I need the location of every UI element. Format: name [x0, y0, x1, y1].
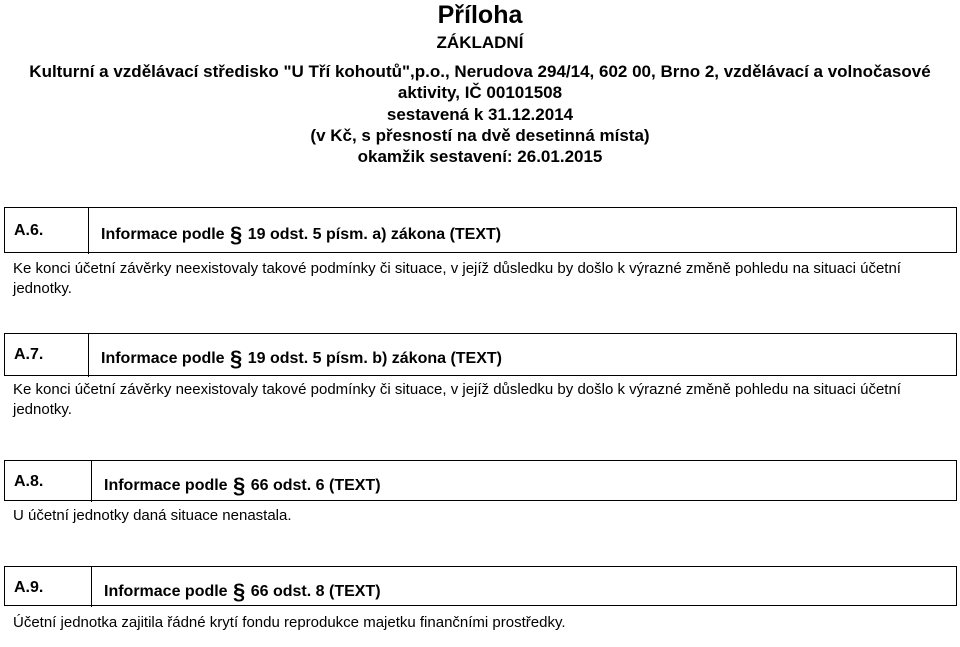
paragraph-sign: § — [230, 222, 243, 247]
section-a7-body: Ke konci účetní závěrky neexistovaly takové podmínky či situace, v jejíž důsledku by došlo k výrazné změně pohledu na situaci účetní jednotky. — [13, 381, 901, 418]
currency-note-line: (v Kč, s přesností na dvě desetinná místa) — [310, 125, 650, 145]
section-code: A.7. — [14, 346, 44, 363]
section-code: A.9. — [14, 579, 44, 596]
section-code: A.6. — [14, 222, 44, 239]
section-title-suffix: 66 odst. 6 (TEXT) — [250, 477, 381, 494]
section-a7-header — [4, 333, 957, 376]
section-a8-body: U účetní jednotky daná situace nenastala. — [13, 507, 292, 524]
paragraph-sign: § — [230, 346, 243, 371]
section-title-prefix: Informace podle — [101, 226, 225, 243]
paragraph-sign: § — [233, 473, 246, 498]
section-title — [101, 222, 501, 248]
section-divider — [91, 461, 92, 502]
page-subtitle: ZÁKLADNÍ — [436, 33, 524, 52]
compiled-date-line: sestavená k 31.12.2014 — [386, 104, 574, 124]
section-title-prefix: Informace podle — [104, 583, 228, 600]
section-divider — [88, 334, 89, 377]
organization-info — [0, 61, 960, 167]
section-a9-header — [4, 566, 957, 606]
paragraph-sign: § — [233, 579, 246, 604]
section-title-prefix: Informace podle — [101, 350, 225, 367]
section-title — [104, 579, 381, 605]
section-title-prefix: Informace podle — [104, 477, 228, 494]
section-title-suffix: 66 odst. 8 (TEXT) — [250, 583, 381, 600]
section-title-suffix: 19 odst. 5 písm. b) zákona (TEXT) — [247, 350, 502, 367]
org-id-line: aktivity, IČ 00101508 — [397, 83, 563, 103]
compilation-moment-line: okamžik sestavení: 26.01.2015 — [357, 147, 603, 167]
section-title — [101, 346, 502, 372]
section-a6-header — [4, 207, 957, 253]
section-a8-header — [4, 460, 957, 501]
org-name-line: Kulturní a vzdělávací středisko "U Tří kohoutů",p.o., Nerudova 294/14, 602 00, Brno 2, vzdělávací a volnočasové — [29, 62, 931, 81]
page-title: Příloha — [437, 1, 523, 29]
section-title — [104, 473, 381, 499]
section-a9-body: Účetní jednotka zajitila řádné krytí fondu reprodukce majetku finančními prostředky. — [13, 614, 566, 631]
section-divider — [88, 208, 89, 254]
section-code: A.8. — [14, 473, 44, 490]
section-title-suffix: 19 odst. 5 písm. a) zákona (TEXT) — [247, 226, 502, 243]
section-divider — [91, 567, 92, 607]
section-a6-body: Ke konci účetní závěrky neexistovaly takové podmínky či situace, v jejíž důsledku by došlo k výrazné změně pohledu na situaci účetní jednotky. — [13, 260, 901, 297]
